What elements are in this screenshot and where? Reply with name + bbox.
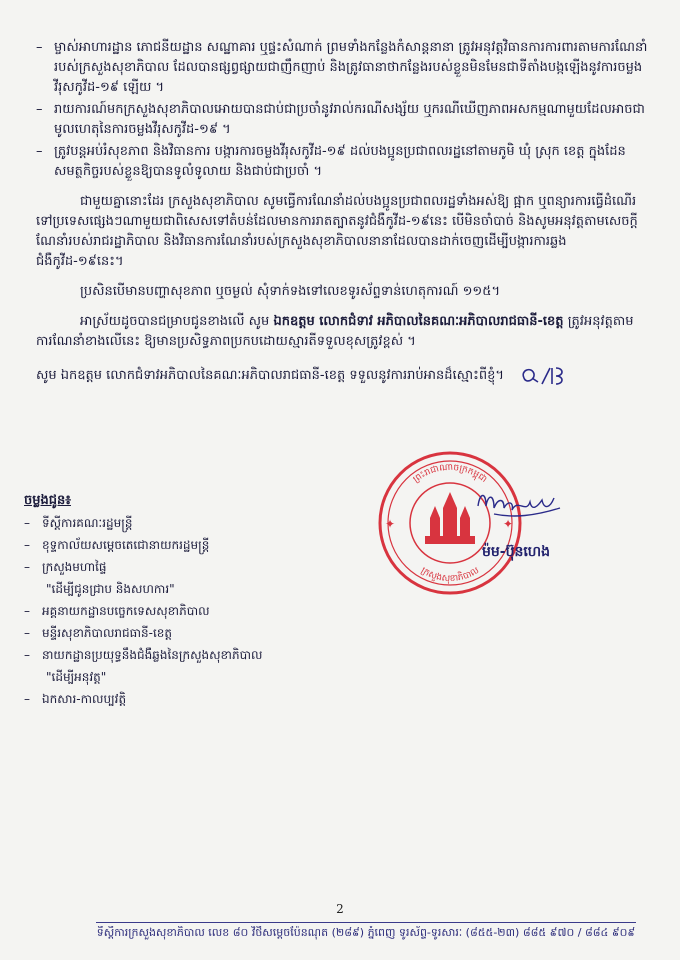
bullet-item: – ម្ចាស់អាហារដ្ឋាន ភោជនីយដ្ឋាន សណ្ឋាគារ ឬផ្ទះសំណាក់ ព្រមទាំងកន្លែងកំសាន្តនានា ត្រូវអនុវត្តវិធានការការពារតាមការណែនាំរបស់ក្រសួងសុខាភិបាល ដែលបានផ្សព្វផ្សាយជាញឹកញាប់ និងត្រូវធានាថាកន្លែងរបស់ខ្លួនមិនមែនជាទីតាំងបង្កឡើងនូវការចម្លងវីរុសកូវីដ-១៩ ឡើយ ។: [36, 38, 648, 98]
footer-divider: [96, 922, 636, 923]
cc-item: – នាយកដ្ឋានប្រយុទ្ធនឹងជំងឺឆ្លងនៃក្រសួងសុខាភិបាល: [24, 648, 263, 662]
svg-text:ព្រះរាជាណាចក្រកម្ពុជា: ព្រះរាជាណាចក្រកម្ពុជា: [411, 462, 489, 485]
bullet-text: ម្ចាស់អាហារដ្ឋាន ភោជនីយដ្ឋាន សណ្ឋាគារ ឬផ្ទះសំណាក់ ព្រមទាំងកន្លែងកំសាន្តនានា ត្រូវអនុវត្តវិធានការការពារតាមការណែនាំរបស់ក្រសួងសុខាភិបាល ដែលបានផ្សព្វផ្សាយជាញឹកញាប់ និងត្រូវធានាថាកន្លែងរបស់ខ្លួនមិនមែនជាទីតាំងបង្កឡើងនូវការចម្លងវីរុសកូវីដ-១៩ ឡើយ ។: [54, 40, 648, 95]
instruction-rest: ត្រូវអនុវត្តតាមការណែនាំខាងលើនេះ ឱ្យមានប្រសិទ្ធភាពប្រកបដោយស្មារតីទទួលខុសត្រូវខ្ពស់ ។: [36, 314, 634, 349]
cc-item: – អគ្គនាយកដ្ឋានបច្ចេកទេសសុខាភិបាល: [24, 604, 210, 618]
cc-item: – ទីស្តីការគណៈរដ្ឋមន្ត្រី: [24, 516, 133, 530]
closing-text: សូម ឯកឧត្តម លោកជំទាវអភិបាលនៃគណៈអភិបាលរាជធានី-ខេត្ត ទទួលនូវការរាប់អានដ៏ស្មោះពីខ្ញុំ។: [36, 368, 504, 383]
paragraph-hotline: ប្រសិនបើមានបញ្ហាសុខភាព ឬចម្ងល់ សុំទាក់ទងទៅលេខទូរស័ព្ទទាន់ហេតុការណ៍ ១១៥។: [80, 284, 501, 299]
cc-title: ចម្លងជូន៖: [24, 493, 71, 508]
letter-body: [36, 38, 648, 388]
cc-item-note: "ដើម្បីអនុវត្ត": [46, 670, 107, 684]
bullet-item: – ត្រូវបន្តអប់រំសុខភាព និងវិធានការ បង្ការការចម្លងវីរុសកូវីដ-១៩ ដល់បងប្អូនប្រជាពលរដ្ឋនៅតាមភូមិ ឃុំ ស្រុក ខេត្ត ក្នុងដែនសមត្ថកិច្ចរបស់ខ្លួនឱ្យបានទូលំទូលាយ និងជាប់ជាប្រចាំ ។: [36, 142, 648, 182]
page-number: 2: [336, 902, 344, 916]
initials-mark: [518, 364, 568, 388]
cc-item-note: "ដើម្បីជូនជ្រាប និងសហការ": [46, 582, 175, 596]
cc-item: – ក្រសួងមហាផ្ទៃ: [24, 560, 107, 574]
paragraph-instruction: [36, 312, 648, 352]
cc-item: – ឯកសារ-កាលប្បវត្តិ: [24, 692, 127, 706]
closing-line: [36, 364, 648, 388]
bullet-text: ត្រូវបន្តអប់រំសុខភាព និងវិធានការ បង្ការការចម្លងវីរុសកូវីដ-១៩ ដល់បងប្អូនប្រជាពលរដ្ឋនៅតាមភូមិ ឃុំ ស្រុក ខេត្ត ក្នុងដែនសមត្ថកិច្ចរបស់ខ្លួនឱ្យបានទូលំទូលាយ និងជាប់ជាប្រចាំ ។: [54, 144, 626, 179]
instruction-lead: អាស្រ័យដូចបានជម្រាបជូនខាងលើ សូម: [80, 314, 270, 329]
instruction-addressee: ឯកឧត្តម លោកជំទាវ អភិបាលនៃគណៈអភិបាលរាជធានី-ខេត្ត: [273, 314, 564, 329]
handwritten-signature: [474, 484, 564, 524]
svg-text:✦: ✦: [385, 517, 396, 531]
paragraph-travel-advice: ជាមួយគ្នានោះដែរ ក្រសួងសុខាភិបាល សូមធ្វើការណែនាំដល់បងប្អូនប្រជាពលរដ្ឋទាំងអស់ឱ្យ ផ្អាក ឬពន្យារការធ្វើដំណើរទៅប្រទេសផ្សេងៗណាមួយជាពិសេសទៅតំបន់ដែលមានការរាតត្បាតនូវជំងឺកូវីដ-១៩នេះ បើមិនចាំបាច់ និងសូមអនុវត្តតាមសេចក្តីណែនាំរបស់រាជរដ្ឋាភិបាល និងវិធានការណែនាំរបស់ក្រសួងសុខាភិបាលនានាដែលបានដាក់ចេញដើម្បីបង្ការការឆ្លងជំងឺកូវីដ-១៩នេះ។: [36, 194, 638, 269]
cc-item: – ខុទ្ទកាល័យសម្តេចតេជោនាយករដ្ឋមន្ត្រី: [24, 538, 210, 552]
svg-text:✦: ✦: [503, 517, 514, 531]
svg-text:ក្រសួងសុខាភិបាល: ក្រសួងសុខាភិបាល: [418, 565, 482, 585]
bullet-text: រាយការណ៍មកក្រសួងសុខាភិបាលអោយបានជាប់ជាប្រចាំនូវរាល់ករណីសង្ស័យ ឬករណីឃើញភាពអសកម្មណាមួយដែលអាចជាមូលហេតុនៃការចម្លងវីរុសកូវីដ-១៩ ។: [54, 102, 645, 137]
footer-address: ទីស្តីការក្រសួងសុខាភិបាល លេខ ៨០ វិថីសម្តេចប៉ែនណុត (២៨៩) ភ្នំពេញ ទូរស័ព្ទ-ទូរសារៈ (៨៥៥-២៣) ៨៨៥ ៩៧០ / ៨៨៤ ៩០៩: [96, 926, 636, 939]
angkor-temple-icon: [425, 492, 475, 544]
bullet-item: – រាយការណ៍មកក្រសួងសុខាភិបាលអោយបានជាប់ជាប្រចាំនូវរាល់ករណីសង្ស័យ ឬករណីឃើញភាពអសកម្មណាមួយដែលអាចជាមូលហេតុនៃការចម្លងវីរុសកូវីដ-១៩ ។: [36, 100, 648, 140]
cc-list: [24, 490, 354, 710]
cc-item: – មន្ទីរសុខាភិបាលរាជធានី-ខេត្ត: [24, 626, 173, 640]
signer-name: ម៉ម-ប៊ុនហេង: [482, 544, 551, 560]
